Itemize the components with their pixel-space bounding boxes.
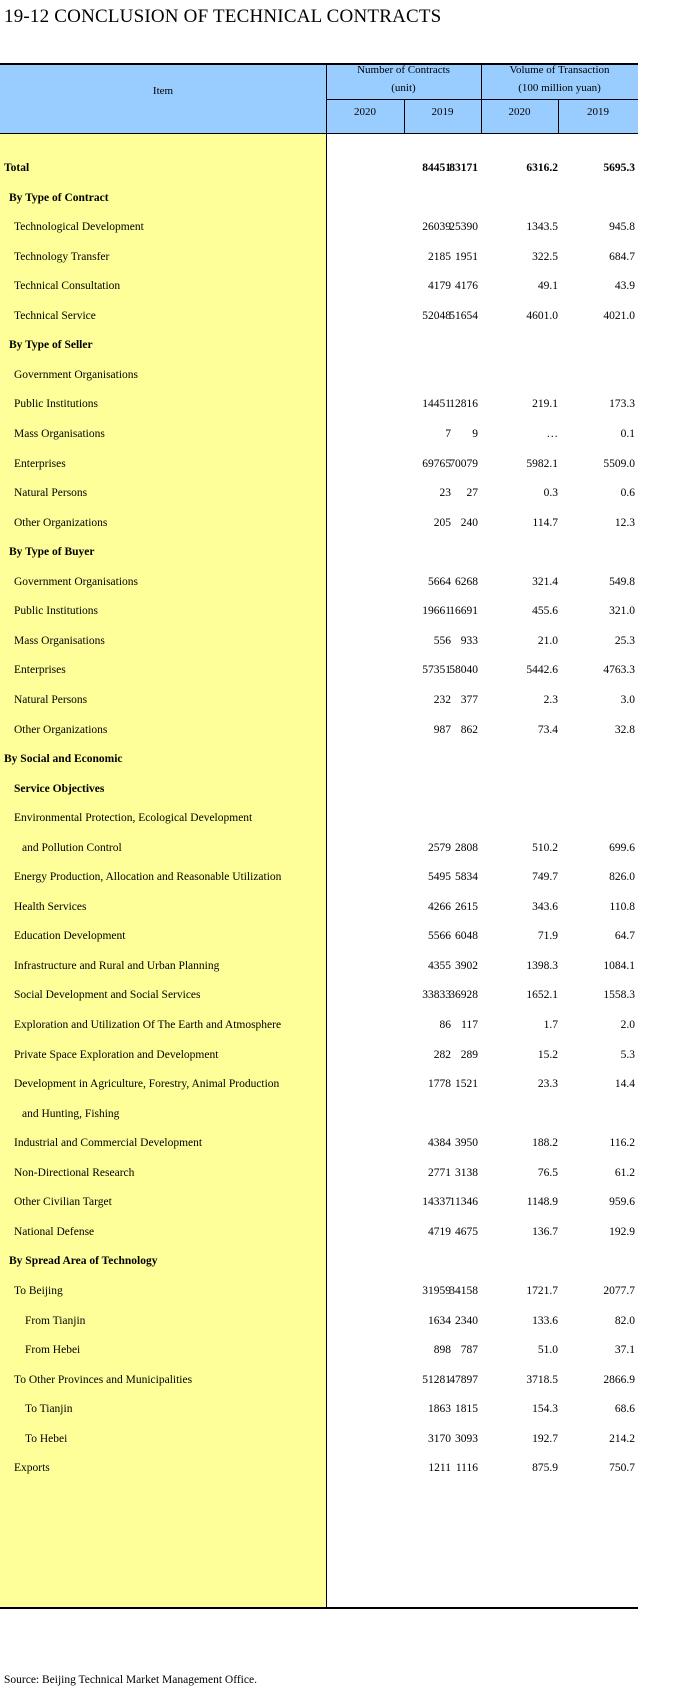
row-value: 1116 <box>455 1462 478 1475</box>
row-value: 9 <box>472 427 478 440</box>
row-value: 1652.1 <box>526 989 558 1002</box>
row-value: 116.2 <box>609 1137 635 1150</box>
row-value: 136.7 <box>532 1225 558 1238</box>
row-value: 4179 <box>428 280 451 293</box>
row-value: 21.0 <box>537 634 558 647</box>
header-item: Item <box>152 85 174 97</box>
row-value: 6316.2 <box>526 162 558 174</box>
row-value: 73.4 <box>537 723 558 736</box>
table-row <box>0 306 638 326</box>
row-value: 5566 <box>428 930 451 943</box>
row-label: Government Organisations <box>14 575 139 588</box>
table-row <box>0 217 638 237</box>
row-value: 188.2 <box>532 1137 558 1150</box>
table-row <box>0 720 638 740</box>
table-row <box>0 985 638 1005</box>
table-row <box>0 1015 638 1035</box>
table-row <box>0 1163 638 1183</box>
page-title: 19-12 CONCLUSION OF TECHNICAL CONTRACTS <box>4 6 442 27</box>
row-value: 32.8 <box>614 723 635 736</box>
row-label: Mass Organisations <box>14 634 105 647</box>
table-row <box>0 424 638 444</box>
row-value: 322.5 <box>532 250 558 263</box>
row-value: 377 <box>460 693 478 706</box>
row-value: 1343.5 <box>526 221 558 234</box>
row-value: 684.7 <box>609 250 635 263</box>
row-label: To Hebei <box>25 1432 68 1445</box>
table-row <box>0 749 638 769</box>
row-value: 898 <box>433 1344 451 1356</box>
row-value: 14451 <box>422 398 451 411</box>
table-row <box>0 779 638 799</box>
row-value: 6268 <box>455 575 478 588</box>
table-row <box>0 838 638 858</box>
row-label: and Hunting, Fishing <box>22 1107 120 1120</box>
row-value: 4176 <box>455 280 478 293</box>
row-value: 321.0 <box>609 605 635 618</box>
table-row <box>0 956 638 976</box>
row-value: 510.2 <box>532 841 558 854</box>
table-row <box>0 394 638 414</box>
row-value: 3718.5 <box>526 1373 558 1386</box>
table-row <box>0 808 638 828</box>
row-value: 70079 <box>449 457 478 470</box>
row-label: National Defense <box>14 1225 95 1238</box>
table-row <box>0 1340 638 1360</box>
row-value: 15.2 <box>537 1048 558 1061</box>
header-year: 2019 <box>587 106 609 118</box>
row-label: From Tianjin <box>25 1314 86 1327</box>
row-value: 25.3 <box>614 634 635 647</box>
row-value: 192.7 <box>532 1432 558 1445</box>
row-value: 5834 <box>455 871 478 884</box>
row-value: … <box>546 427 558 440</box>
table-row <box>0 1281 638 1301</box>
table-row <box>0 1222 638 1242</box>
row-value: 1521 <box>455 1078 478 1091</box>
row-value: 2.0 <box>620 1019 635 1031</box>
row-label: Public Institutions <box>14 605 99 618</box>
row-value: 2579 <box>428 841 451 854</box>
row-label: To Other Provinces and Municipalities <box>14 1373 193 1386</box>
row-label: Public Institutions <box>14 398 99 411</box>
row-value: 749.7 <box>532 871 558 884</box>
row-value: 4601.0 <box>526 309 558 322</box>
header-year: 2020 <box>508 106 531 118</box>
row-value: 43.9 <box>614 280 635 293</box>
row-value: 61.2 <box>614 1166 635 1179</box>
row-value: 71.9 <box>537 930 558 943</box>
row-value: 321.4 <box>532 575 558 588</box>
row-value: 1815 <box>455 1403 478 1416</box>
row-value: 4719 <box>428 1225 451 1238</box>
row-value: 14337 <box>422 1196 451 1209</box>
row-value: 3138 <box>455 1166 478 1179</box>
row-value: 232 <box>433 693 451 706</box>
row-value: 25390 <box>449 221 478 234</box>
row-value: 4384 <box>428 1137 451 1150</box>
row-label: Other Organizations <box>14 723 108 736</box>
row-value: 0.6 <box>620 487 635 500</box>
row-value: 47897 <box>449 1373 478 1386</box>
table-row <box>0 1045 638 1065</box>
row-value: 5664 <box>428 575 451 588</box>
row-value: 27 <box>466 487 478 500</box>
row-value: 549.8 <box>609 575 635 588</box>
row-value: 343.6 <box>532 900 558 913</box>
row-label: Total <box>4 162 30 174</box>
row-value: 1558.3 <box>603 989 635 1002</box>
row-value: 1863 <box>428 1403 451 1416</box>
table-bottom-border <box>0 1607 638 1609</box>
row-label: Exports <box>14 1462 50 1475</box>
row-label: Technological Development <box>14 221 144 234</box>
row-label: From Hebei <box>25 1344 81 1356</box>
table-row <box>0 1192 638 1212</box>
row-value: 2185 <box>428 250 451 263</box>
row-value: 154.3 <box>532 1403 558 1416</box>
row-value: 3902 <box>455 959 478 972</box>
row-value: 4355 <box>428 959 451 972</box>
row-value: 34158 <box>449 1284 478 1297</box>
row-value: 133.6 <box>532 1314 558 1327</box>
header-year: 2019 <box>431 106 454 118</box>
row-value: 37.1 <box>614 1344 635 1356</box>
row-value: 282 <box>433 1048 451 1061</box>
table-row <box>0 188 638 208</box>
row-value: 4021.0 <box>603 309 635 322</box>
row-label: Private Space Exploration and Development <box>14 1048 219 1061</box>
row-value: 455.6 <box>532 605 558 618</box>
row-value: 31959 <box>422 1284 451 1297</box>
row-value: 6048 <box>455 930 478 943</box>
row-label: Government Organisations <box>14 368 139 381</box>
row-value: 2866.9 <box>603 1373 635 1386</box>
row-value: 114.7 <box>532 516 558 529</box>
table-row <box>0 660 638 680</box>
row-value: 76.5 <box>537 1166 558 1179</box>
row-value: 83171 <box>449 162 478 174</box>
row-label: Enterprises <box>14 457 66 470</box>
table-row <box>0 572 638 592</box>
table-row <box>0 1251 638 1271</box>
header-volume-unit: (100 million yuan) <box>518 82 601 94</box>
row-label: Infrastructure and Rural and Urban Planning <box>14 959 220 972</box>
header-year: 2020 <box>354 106 376 118</box>
row-value: 64.7 <box>614 930 635 943</box>
row-value: 5.3 <box>620 1048 635 1061</box>
header-contracts-unit: (unit) <box>391 82 416 94</box>
row-value: 1148.9 <box>526 1196 558 1209</box>
row-value: 1778 <box>428 1078 451 1091</box>
row-value: 4763.3 <box>603 664 635 677</box>
row-value: 240 <box>460 516 478 529</box>
row-value: 205 <box>433 516 451 529</box>
row-value: 12.3 <box>614 516 635 529</box>
table-row <box>0 601 638 621</box>
row-label: Natural Persons <box>14 487 88 500</box>
row-value: 2771 <box>428 1166 451 1179</box>
row-value: 959.6 <box>609 1196 635 1209</box>
table-row <box>0 926 638 946</box>
row-value: 826.0 <box>609 871 635 884</box>
row-value: 5982.1 <box>526 457 558 470</box>
table-row <box>0 513 638 533</box>
table-row <box>0 1133 638 1153</box>
row-value: 3170 <box>428 1432 451 1445</box>
row-value: 556 <box>433 634 451 647</box>
row-label: To Beijing <box>14 1284 63 1297</box>
row-value: 26039 <box>422 221 451 234</box>
row-value: 945.8 <box>609 221 635 234</box>
row-value: 23.3 <box>537 1078 558 1091</box>
row-label: By Type of Seller <box>9 339 93 352</box>
row-label: Mass Organisations <box>14 427 105 440</box>
row-label: Environmental Protection, Ecological Development <box>14 812 253 825</box>
row-value: 787 <box>460 1344 478 1356</box>
row-value: 214.2 <box>609 1432 635 1445</box>
row-label: Technical Service <box>14 309 96 322</box>
row-value: 289 <box>460 1048 478 1061</box>
statistics-table <box>0 63 638 1609</box>
row-value: 14.4 <box>614 1078 635 1091</box>
table-row <box>0 158 638 178</box>
row-value: 1084.1 <box>603 959 635 972</box>
row-value: 1634 <box>428 1314 451 1327</box>
row-value: 36928 <box>449 989 478 1002</box>
table-row <box>0 276 638 296</box>
row-value: 2808 <box>455 841 478 854</box>
row-label: By Type of Buyer <box>9 546 95 559</box>
table-row <box>0 1104 638 1124</box>
row-value: 4675 <box>455 1225 478 1238</box>
row-label: To Tianjin <box>25 1403 73 1416</box>
table-row <box>0 631 638 651</box>
row-value: 699.6 <box>609 841 635 854</box>
row-value: 933 <box>460 634 478 647</box>
table-row <box>0 1429 638 1449</box>
row-label: By Type of Contract <box>9 191 109 204</box>
row-value: 51654 <box>449 309 478 322</box>
row-label: By Spread Area of Technology <box>9 1255 158 1268</box>
row-value: 7 <box>445 427 451 440</box>
table-row <box>0 1399 638 1419</box>
row-value: 1398.3 <box>526 959 558 972</box>
row-value: 862 <box>460 723 478 736</box>
row-value: 82.0 <box>614 1314 635 1327</box>
row-label: Technical Consultation <box>14 280 121 293</box>
row-label: Enterprises <box>14 664 66 677</box>
row-value: 3950 <box>455 1137 478 1150</box>
row-value: 2.3 <box>543 693 558 706</box>
row-value: 69765 <box>422 457 451 470</box>
table-row <box>0 867 638 887</box>
row-value: 1211 <box>428 1462 451 1475</box>
row-value: 1721.7 <box>526 1284 558 1297</box>
row-value: 0.3 <box>543 487 558 500</box>
table-row <box>0 897 638 917</box>
row-value: 2077.7 <box>603 1284 635 1297</box>
row-value: 4266 <box>428 900 451 913</box>
row-label: Natural Persons <box>14 693 88 706</box>
row-value: 1.7 <box>543 1019 558 1031</box>
row-value: 875.9 <box>532 1462 558 1475</box>
header-contracts-label: Number of Contracts <box>357 64 450 76</box>
row-label: Other Organizations <box>14 516 108 529</box>
row-label: Non-Directional Research <box>14 1166 135 1179</box>
table-row <box>0 454 638 474</box>
row-value: 3093 <box>455 1432 478 1445</box>
row-value: 173.3 <box>609 398 635 411</box>
row-value: 3.0 <box>620 693 635 706</box>
row-value: 16691 <box>449 605 478 618</box>
row-value: 12816 <box>449 398 478 411</box>
table-row <box>0 1074 638 1094</box>
table-row <box>0 690 638 710</box>
row-value: 192.9 <box>609 1225 635 1238</box>
row-value: 219.1 <box>532 398 558 411</box>
row-value: 84451 <box>422 162 451 174</box>
row-value: 52048 <box>422 309 451 322</box>
row-value: 0.1 <box>620 427 635 440</box>
row-value: 57351 <box>422 664 451 677</box>
row-value: 750.7 <box>609 1462 635 1475</box>
header-divider <box>326 99 638 100</box>
row-label: Social Development and Social Services <box>14 989 201 1002</box>
row-value: 5509.0 <box>603 457 635 470</box>
row-label: Health Services <box>14 900 87 913</box>
row-value: 5695.3 <box>603 162 635 174</box>
source-note: Source: Beijing Technical Market Management Office. <box>4 1674 257 1686</box>
row-value: 2340 <box>455 1314 478 1327</box>
row-value: 23 <box>439 487 451 500</box>
row-value: 86 <box>439 1019 451 1031</box>
row-value: 110.8 <box>609 900 635 913</box>
row-label: Service Objectives <box>14 782 105 795</box>
row-value: 19661 <box>422 605 451 618</box>
table-row <box>0 1370 638 1390</box>
row-label: Education Development <box>14 930 126 943</box>
row-value: 58040 <box>449 664 478 677</box>
row-value: 68.6 <box>614 1403 635 1416</box>
row-value: 987 <box>433 723 451 736</box>
table-row <box>0 365 638 385</box>
row-value: 5495 <box>428 871 451 884</box>
row-label: Development in Agriculture, Forestry, Animal Production <box>14 1078 280 1091</box>
row-value: 1951 <box>455 250 478 263</box>
header-volume-label: Volume of Transaction <box>509 64 610 76</box>
row-label: Technology Transfer <box>14 250 110 263</box>
row-label: and Pollution Control <box>22 841 122 854</box>
row-label: Exploration and Utilization Of The Earth and Atmosphere <box>14 1019 282 1031</box>
row-value: 5442.6 <box>526 664 558 677</box>
row-value: 11346 <box>449 1196 478 1209</box>
row-value: 117 <box>461 1019 478 1031</box>
row-value: 49.1 <box>537 280 558 293</box>
row-value: 51281 <box>422 1373 451 1386</box>
row-label: Energy Production, Allocation and Reasonable Utilization <box>14 871 282 884</box>
table-row <box>0 1458 638 1478</box>
table-row <box>0 1311 638 1331</box>
table-row <box>0 247 638 267</box>
row-value: 51.0 <box>537 1344 558 1356</box>
row-label: Industrial and Commercial Development <box>14 1137 203 1150</box>
row-label: Other Civilian Target <box>14 1196 112 1209</box>
table-row <box>0 542 638 562</box>
table-row <box>0 483 638 503</box>
table-row <box>0 335 638 355</box>
row-value: 33833 <box>422 989 451 1002</box>
row-value: 2615 <box>455 900 478 913</box>
row-label: By Social and Economic <box>4 753 123 765</box>
